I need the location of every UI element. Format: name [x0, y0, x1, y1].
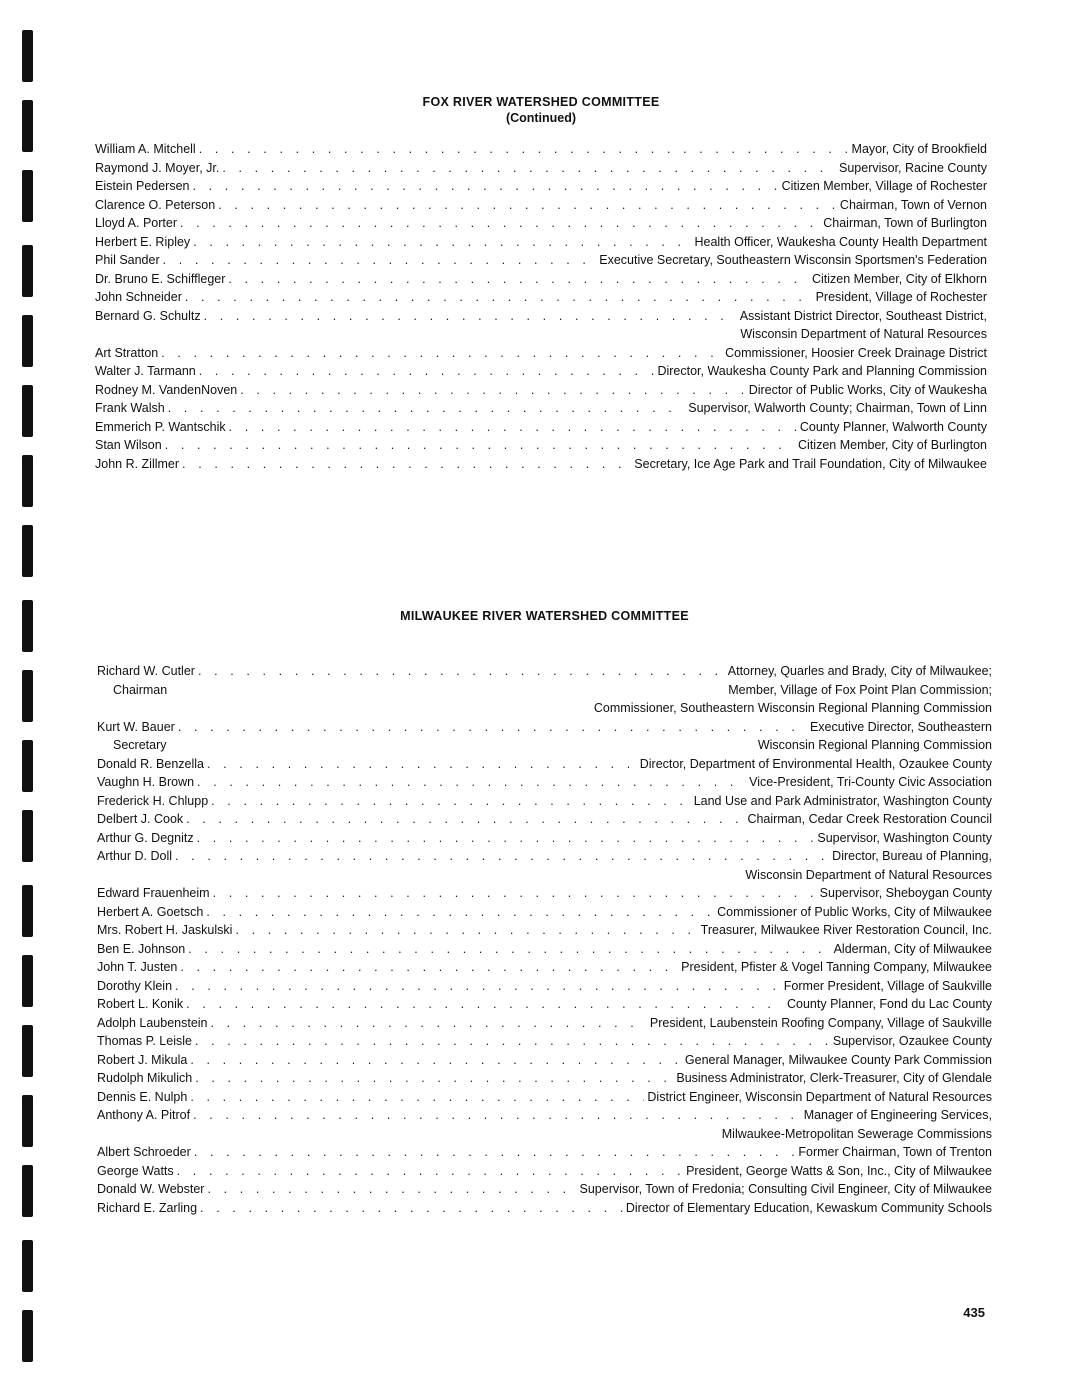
binding-hole-mark [22, 810, 33, 862]
dot-leader [198, 662, 725, 681]
member-title: Treasurer, Milwaukee River Restoration Council, Inc. [700, 923, 992, 937]
member-entry [97, 995, 992, 1014]
member-name: John T. Justen [97, 960, 178, 974]
member-title-continuation: Wisconsin Regional Planning Commission [757, 738, 992, 752]
member-name: Dennis E. Nulph [97, 1089, 188, 1104]
member-line [97, 1180, 992, 1199]
member-entry [95, 381, 987, 400]
member-name: Clarence O. Peterson [95, 197, 216, 212]
member-title: Chairman, Town of Burlington [823, 216, 987, 230]
member-title: Supervisor, Town of Fredonia; Consulting Civil Engineer, City of Milwaukee [579, 1182, 992, 1196]
member-name: Delbert J. Cook [97, 812, 184, 826]
member-title: Citizen Member, City of Elkhorn [811, 271, 987, 286]
member-title: Supervisor, Washington County [817, 830, 992, 845]
member-entry [95, 399, 987, 418]
member-entry [95, 418, 987, 437]
member-name: Arthur D. Doll [97, 849, 173, 863]
member-title: Citizen Member, Village of Rochester [781, 179, 987, 193]
dot-leader [177, 1162, 683, 1181]
member-entry [97, 1180, 992, 1199]
member-name: Richard E. Zarling [97, 1200, 198, 1215]
member-name: Arthur G. Degnitz [97, 830, 194, 845]
member-entry [97, 1032, 992, 1051]
member-name: Adolph Laubenstein [97, 1015, 208, 1030]
binding-hole-mark [22, 670, 33, 722]
member-line [95, 177, 987, 196]
member-title-continuation: Wisconsin Department of Natural Resources [740, 327, 987, 341]
dot-leader [182, 455, 631, 474]
member-title-continuation: Member, Village of Fox Point Plan Commission; [728, 682, 992, 697]
dot-leader [195, 1069, 673, 1088]
member-entry [97, 1069, 992, 1088]
dot-leader [199, 140, 849, 159]
dot-leader [193, 177, 779, 196]
milwaukee-river-section-title: MILWAUKEE RIVER WATERSHED COMMITTEE [400, 609, 689, 623]
dot-leader [175, 977, 781, 996]
member-line [97, 773, 992, 792]
member-entry [97, 1106, 992, 1143]
member-title: Executive Director, Southeastern [809, 719, 992, 734]
member-name: Art Stratton [95, 345, 159, 360]
member-entry [97, 773, 992, 792]
binding-hole-mark [22, 1240, 33, 1292]
binding-hole-mark [22, 600, 33, 652]
member-entry [95, 214, 987, 233]
member-name: Herbert E. Ripley [95, 234, 191, 249]
dot-leader [168, 399, 686, 418]
member-continuation-row [97, 699, 992, 718]
member-entry [95, 140, 987, 159]
member-entry [97, 847, 992, 884]
member-title: Former President, Village of Saukville [783, 978, 992, 993]
member-entry [97, 1143, 992, 1162]
dot-leader [165, 436, 795, 455]
dot-leader [207, 1180, 576, 1199]
member-name: Dorothy Klein [97, 978, 173, 993]
member-line [95, 159, 987, 178]
member-title: Supervisor, Walworth County; Chairman, Town of Linn [688, 401, 987, 415]
member-title: Assistant District Director, Southeast District, [739, 308, 987, 323]
member-continuation-row [97, 866, 992, 885]
binding-hole-mark [22, 955, 33, 1007]
member-line [95, 214, 987, 233]
binding-hole-mark [22, 170, 33, 222]
binding-hole-mark [22, 740, 33, 792]
dot-leader [197, 773, 746, 792]
member-title: Vice-President, Tri-County Civic Association [749, 775, 992, 789]
member-entry [97, 977, 992, 996]
dot-leader [195, 1032, 830, 1051]
binding-hole-mark [22, 1165, 33, 1217]
member-title: District Engineer, Wisconsin Department of Natural Resources [647, 1089, 992, 1104]
member-title: Chairman, Cedar Creek Restoration Council [747, 812, 992, 826]
member-name: Albert Schroeder [97, 1145, 191, 1159]
member-line [97, 995, 992, 1014]
member-name: Donald R. Benzella [97, 756, 205, 771]
member-name: Stan Wilson [95, 438, 162, 452]
member-line [95, 270, 987, 289]
member-line [97, 1199, 992, 1218]
member-line [97, 1032, 992, 1051]
member-title: President, George Watts & Son, Inc., City of Milwaukee [686, 1163, 992, 1178]
fox-river-member-list [95, 140, 987, 473]
member-title: Supervisor, Ozaukee County [832, 1034, 992, 1048]
dot-leader [218, 196, 837, 215]
member-title-continuation: Commissioner, Southeastern Wisconsin Regional Planning Commission [593, 701, 992, 715]
member-name: Bernard G. Schultz [95, 308, 201, 323]
member-line [97, 940, 992, 959]
member-entry [97, 940, 992, 959]
member-continuation-row [97, 736, 992, 755]
member-name: Ben E. Johnson [97, 941, 186, 956]
member-line [97, 1088, 992, 1107]
member-entry [97, 662, 992, 718]
dot-leader [193, 233, 691, 252]
member-name: Herbert A. Goetsch [97, 904, 204, 919]
member-name: Lloyd A. Porter [95, 216, 177, 230]
member-title: Attorney, Quarles and Brady, City of Milwaukee; [727, 664, 992, 678]
binding-hole-mark [22, 525, 33, 577]
dot-leader [185, 288, 813, 307]
member-name: Robert J. Mikula [97, 1052, 188, 1067]
member-entry [95, 362, 987, 381]
member-name: Rodney M. VandenNoven [95, 382, 238, 397]
member-line [95, 399, 987, 418]
member-entry [95, 436, 987, 455]
member-name: William A. Mitchell [95, 142, 196, 156]
dot-leader [206, 903, 714, 922]
member-name: Thomas P. Leisle [97, 1034, 192, 1048]
member-title: Land Use and Park Administrator, Washington County [693, 793, 992, 808]
dot-leader [222, 159, 836, 178]
member-title: Executive Secretary, Southeastern Wisconsin Sportsmen's Federation [599, 253, 987, 267]
member-name: Anthony A. Pitrof [97, 1108, 191, 1122]
member-entry [95, 251, 987, 270]
member-title: Chairman, Town of Vernon [839, 197, 987, 212]
binding-hole-mark [22, 1025, 33, 1077]
member-line [97, 884, 992, 903]
binding-hole-mark [22, 245, 33, 297]
member-entry [97, 921, 992, 940]
member-name: Raymond J. Moyer, Jr. [95, 160, 220, 175]
dot-leader [207, 755, 637, 774]
member-name: Dr. Bruno E. Schiffleger [95, 271, 226, 286]
fox-river-section-subtitle: (Continued) [505, 111, 577, 125]
dot-leader [213, 884, 817, 903]
dot-leader [180, 958, 678, 977]
milwaukee-river-committee-section [97, 608, 992, 1217]
binding-hole-mark [22, 385, 33, 437]
dot-leader [175, 847, 829, 866]
binding-hole-mark [22, 1095, 33, 1147]
member-line [95, 196, 987, 215]
member-name: Robert L. Konik [97, 997, 184, 1011]
member-role: Chairman [113, 682, 168, 697]
member-name: Kurt W. Bauer [97, 719, 175, 734]
binding-holes [0, 0, 40, 1380]
binding-hole-mark [22, 455, 33, 507]
member-title: Director, Bureau of Planning, [832, 849, 992, 863]
member-line [97, 662, 992, 681]
member-entry [95, 233, 987, 252]
dot-leader [178, 718, 807, 737]
member-title: Commissioner of Public Works, City of Milwaukee [717, 904, 992, 919]
member-entry [97, 1162, 992, 1181]
dot-leader [188, 940, 830, 959]
member-line [95, 362, 987, 381]
member-name: Edward Frauenheim [97, 886, 210, 900]
member-line [97, 718, 992, 737]
dot-leader [200, 1199, 623, 1218]
member-title: General Manager, Milwaukee County Park Commission [684, 1052, 992, 1067]
dot-leader [186, 810, 744, 829]
member-line [95, 436, 987, 455]
dot-leader [229, 418, 797, 437]
milwaukee-river-member-list [97, 662, 992, 1217]
binding-hole-mark [22, 30, 33, 82]
member-name: Frank Walsh [95, 401, 165, 415]
dot-leader [161, 344, 722, 363]
member-title: County Planner, Walworth County [799, 419, 987, 434]
member-role: Secretary [113, 738, 167, 752]
member-line [97, 1051, 992, 1070]
member-title: Former Chairman, Town of Trenton [798, 1145, 992, 1159]
binding-hole-mark [22, 1310, 33, 1362]
dot-leader [186, 995, 784, 1014]
member-entry [97, 1088, 992, 1107]
member-entry [97, 884, 992, 903]
member-name: Emmerich P. Wantschik [95, 419, 226, 434]
member-entry [95, 177, 987, 196]
member-title: President, Laubenstein Roofing Company, Village of Saukville [649, 1015, 992, 1030]
dot-leader [193, 1106, 801, 1125]
member-name: Mrs. Robert H. Jaskulski [97, 923, 233, 937]
member-title: Director, Department of Environmental Health, Ozaukee County [639, 756, 992, 771]
member-continuation-row [95, 325, 987, 344]
member-title: Secretary, Ice Age Park and Trail Foundation, City of Milwaukee [634, 456, 987, 471]
member-title-continuation: Wisconsin Department of Natural Resources [745, 867, 992, 882]
member-continuation-row [97, 1125, 992, 1144]
member-title: Business Administrator, Clerk-Treasurer, City of Glendale [676, 1071, 992, 1085]
member-title: Director, Waukesha County Park and Planning Commission [657, 364, 987, 378]
member-line [97, 958, 992, 977]
member-line [97, 1106, 992, 1125]
member-entry [97, 792, 992, 811]
member-title: Manager of Engineering Services, [803, 1108, 992, 1122]
binding-hole-mark [22, 885, 33, 937]
dot-leader [194, 1143, 796, 1162]
member-line [97, 1014, 992, 1033]
member-name: Rudolph Mikulich [97, 1071, 193, 1085]
binding-hole-mark [22, 315, 33, 367]
member-line [97, 792, 992, 811]
member-line [97, 1069, 992, 1088]
member-entry [95, 270, 987, 289]
member-title: President, Village of Rochester [815, 290, 987, 304]
member-name: Phil Sander [95, 253, 160, 267]
member-entry [97, 829, 992, 848]
member-entry [97, 1014, 992, 1033]
member-title: Director of Public Works, City of Waukesha [748, 382, 987, 397]
member-title: Supervisor, Sheboygan County [819, 886, 992, 900]
dot-leader [190, 1051, 682, 1070]
dot-leader [204, 307, 737, 326]
dot-leader [240, 381, 746, 400]
member-line [97, 810, 992, 829]
dot-leader [190, 1088, 644, 1107]
member-entry [97, 958, 992, 977]
member-line [95, 307, 987, 326]
member-line [97, 755, 992, 774]
member-line [95, 233, 987, 252]
member-entry [97, 1199, 992, 1218]
member-line [95, 288, 987, 307]
dot-leader [199, 362, 655, 381]
member-entry [97, 1051, 992, 1070]
member-entry [95, 344, 987, 363]
member-line [97, 977, 992, 996]
binding-hole-mark [22, 100, 33, 152]
member-line [97, 847, 992, 866]
member-line [95, 344, 987, 363]
member-title: President, Pfister & Vogel Tanning Company, Milwaukee [681, 960, 992, 974]
member-entry [95, 288, 987, 307]
member-entry [97, 810, 992, 829]
member-name: Walter J. Tarmann [95, 364, 196, 378]
fox-river-committee-section [95, 94, 987, 473]
member-title: Director of Elementary Education, Kewaskum Community Schools [625, 1200, 992, 1215]
member-line [97, 1162, 992, 1181]
member-name: Frederick H. Chlupp [97, 793, 209, 808]
member-title: Mayor, City of Brookfield [851, 142, 987, 156]
member-line [97, 829, 992, 848]
member-entry [95, 196, 987, 215]
member-name: Eistein Pedersen [95, 179, 190, 193]
member-name: John Schneider [95, 290, 182, 304]
member-line [95, 251, 987, 270]
dot-leader [163, 251, 597, 270]
member-entry [95, 159, 987, 178]
member-title: Commissioner, Hoosier Creek Drainage District [725, 345, 987, 360]
dot-leader [235, 921, 697, 940]
member-title-continuation: Milwaukee-Metropolitan Sewerage Commissions [721, 1126, 992, 1141]
member-line [95, 381, 987, 400]
member-line [97, 903, 992, 922]
member-name: John R. Zillmer [95, 456, 180, 471]
member-entry [95, 455, 987, 474]
page-number: 435 [963, 1305, 985, 1320]
dot-leader [180, 214, 820, 233]
member-name: Vaughn H. Brown [97, 775, 195, 789]
member-name: George Watts [97, 1163, 174, 1178]
member-line [97, 921, 992, 940]
member-title: Health Officer, Waukesha County Health Department [694, 234, 987, 249]
member-line [95, 418, 987, 437]
dot-leader [228, 270, 809, 289]
member-continuation-row [97, 681, 992, 700]
member-title: Alderman, City of Milwaukee [833, 941, 992, 956]
dot-leader [211, 792, 691, 811]
member-title: Citizen Member, City of Burlington [798, 438, 987, 452]
member-entry [97, 903, 992, 922]
fox-river-section-title: FOX RIVER WATERSHED COMMITTEE [422, 95, 660, 109]
member-entry [97, 755, 992, 774]
dot-leader [211, 1014, 647, 1033]
member-title: Supervisor, Racine County [839, 160, 987, 175]
member-name: Donald W. Webster [97, 1182, 205, 1196]
member-line [97, 1143, 992, 1162]
member-entry [97, 718, 992, 755]
member-line [95, 140, 987, 159]
member-line [95, 455, 987, 474]
member-entry [95, 307, 987, 344]
member-title: County Planner, Fond du Lac County [787, 997, 992, 1011]
dot-leader [197, 829, 815, 848]
member-name: Richard W. Cutler [97, 664, 195, 678]
